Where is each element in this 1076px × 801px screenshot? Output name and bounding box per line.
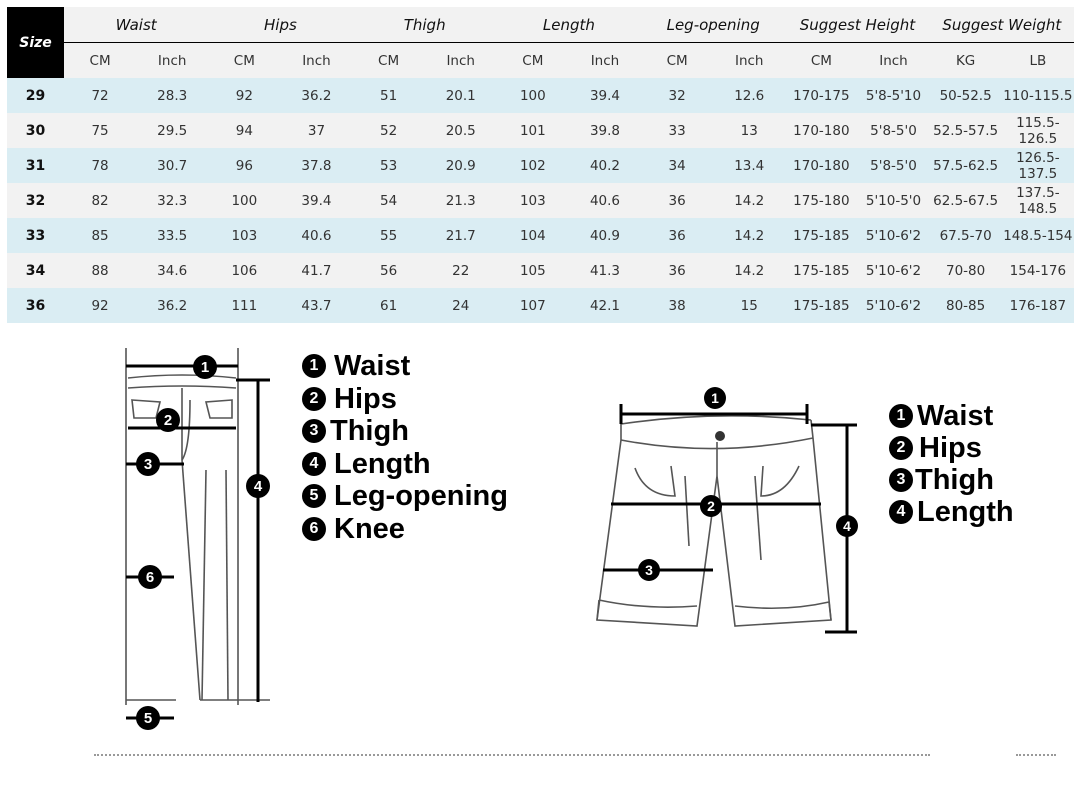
unit-header: Inch bbox=[713, 43, 785, 79]
shorts-diagram bbox=[585, 380, 875, 650]
legend-item-knee: 6 Knee bbox=[302, 513, 508, 546]
table-cell: 103 bbox=[208, 218, 280, 253]
number-6-icon: 6 bbox=[302, 517, 326, 541]
svg-text:2: 2 bbox=[163, 412, 173, 429]
table-body bbox=[7, 78, 1074, 323]
table-row bbox=[7, 113, 1074, 148]
table-cell: 20.9 bbox=[425, 148, 497, 183]
svg-text:3: 3 bbox=[143, 456, 153, 473]
table-row bbox=[7, 218, 1074, 253]
unit-header: CM bbox=[497, 43, 569, 79]
table-cell: 33.5 bbox=[136, 218, 208, 253]
size-cell: 31 bbox=[7, 148, 64, 183]
table-cell: 72 bbox=[64, 78, 136, 113]
table-cell: 14.2 bbox=[713, 253, 785, 288]
unit-header: CM bbox=[353, 43, 425, 79]
table-cell: 33 bbox=[641, 113, 713, 148]
legend-item-leg-opening: 5 Leg-opening bbox=[302, 480, 508, 513]
size-cell: 32 bbox=[7, 183, 64, 218]
table-cell: 36.2 bbox=[280, 78, 352, 113]
table-cell: 88 bbox=[64, 253, 136, 288]
table-row bbox=[7, 253, 1074, 288]
unit-header: Inch bbox=[280, 43, 352, 79]
table-cell: 62.5-67.5 bbox=[930, 183, 1002, 218]
table-cell: 5'10-5'0 bbox=[857, 183, 929, 218]
table-cell: 38 bbox=[641, 288, 713, 323]
table-cell: 110-115.5 bbox=[1002, 78, 1074, 113]
table-cell: 13.4 bbox=[713, 148, 785, 183]
table-cell: 36 bbox=[641, 183, 713, 218]
table-cell: 126.5-137.5 bbox=[1002, 148, 1074, 183]
size-header: Size bbox=[7, 7, 64, 78]
size-cell: 33 bbox=[7, 218, 64, 253]
svg-text:2: 2 bbox=[707, 498, 715, 514]
table-cell: 42.1 bbox=[569, 288, 641, 323]
table-cell: 20.5 bbox=[425, 113, 497, 148]
table-cell: 36 bbox=[641, 218, 713, 253]
table-cell: 96 bbox=[208, 148, 280, 183]
group-header-waist: Waist bbox=[64, 7, 208, 43]
table-cell: 170-175 bbox=[785, 78, 857, 113]
group-header-thigh: Thigh bbox=[353, 7, 497, 43]
svg-text:4: 4 bbox=[253, 478, 263, 495]
table-cell: 39.4 bbox=[569, 78, 641, 113]
shorts-legend bbox=[889, 400, 1014, 528]
table-cell: 100 bbox=[208, 183, 280, 218]
unit-header: CM bbox=[64, 43, 136, 79]
table-cell: 51 bbox=[353, 78, 425, 113]
table-cell: 20.1 bbox=[425, 78, 497, 113]
table-cell: 41.3 bbox=[569, 253, 641, 288]
size-cell: 29 bbox=[7, 78, 64, 113]
table-cell: 55 bbox=[353, 218, 425, 253]
table-cell: 101 bbox=[497, 113, 569, 148]
table-cell: 5'8-5'0 bbox=[857, 148, 929, 183]
svg-text:6: 6 bbox=[145, 569, 155, 586]
table-cell: 137.5-148.5 bbox=[1002, 183, 1074, 218]
table-cell: 5'10-6'2 bbox=[857, 253, 929, 288]
table-cell: 24 bbox=[425, 288, 497, 323]
table-cell: 12.6 bbox=[713, 78, 785, 113]
table-cell: 56 bbox=[353, 253, 425, 288]
table-cell: 40.2 bbox=[569, 148, 641, 183]
table-cell: 52 bbox=[353, 113, 425, 148]
number-5-icon: 5 bbox=[302, 484, 326, 508]
number-3-icon: 3 bbox=[302, 419, 326, 443]
table-cell: 176-187 bbox=[1002, 288, 1074, 323]
table-cell: 39.8 bbox=[569, 113, 641, 148]
group-header-leg-opening: Leg-opening bbox=[641, 7, 785, 43]
table-cell: 34.6 bbox=[136, 253, 208, 288]
legend-item-thigh: 3 Thigh bbox=[889, 464, 1014, 496]
legend-item-waist: 1 Waist bbox=[302, 350, 508, 383]
table-cell: 100 bbox=[497, 78, 569, 113]
number-2-icon: 2 bbox=[889, 436, 913, 460]
svg-text:5: 5 bbox=[143, 710, 153, 727]
table-cell: 82 bbox=[64, 183, 136, 218]
legend-item-waist: 1 Waist bbox=[889, 400, 1014, 432]
table-cell: 94 bbox=[208, 113, 280, 148]
table-cell: 175-185 bbox=[785, 288, 857, 323]
pants-legend bbox=[302, 350, 508, 545]
legend-item-thigh: 3 Thigh bbox=[302, 415, 508, 448]
table-cell: 54 bbox=[353, 183, 425, 218]
table-cell: 75 bbox=[64, 113, 136, 148]
dotted-divider bbox=[94, 754, 930, 756]
table-cell: 15 bbox=[713, 288, 785, 323]
svg-text:4: 4 bbox=[843, 518, 851, 534]
legend-item-hips: 2 Hips bbox=[889, 432, 1014, 464]
table-cell: 36.2 bbox=[136, 288, 208, 323]
table-cell: 21.3 bbox=[425, 183, 497, 218]
table-cell: 34 bbox=[641, 148, 713, 183]
table-cell: 115.5-126.5 bbox=[1002, 113, 1074, 148]
table-cell: 29.5 bbox=[136, 113, 208, 148]
table-cell: 175-180 bbox=[785, 183, 857, 218]
number-1-icon: 1 bbox=[889, 404, 913, 428]
svg-text:1: 1 bbox=[200, 359, 210, 376]
table-cell: 57.5-62.5 bbox=[930, 148, 1002, 183]
number-3-icon: 3 bbox=[889, 468, 913, 492]
table-cell: 53 bbox=[353, 148, 425, 183]
table-cell: 154-176 bbox=[1002, 253, 1074, 288]
table-cell: 5'8-5'0 bbox=[857, 113, 929, 148]
unit-header: CM bbox=[208, 43, 280, 79]
legend-item-length: 4 Length bbox=[889, 496, 1014, 528]
table-cell: 39.4 bbox=[280, 183, 352, 218]
number-4-icon: 4 bbox=[302, 452, 326, 476]
table-cell: 37 bbox=[280, 113, 352, 148]
number-4-icon: 4 bbox=[889, 500, 913, 524]
table-cell: 175-185 bbox=[785, 253, 857, 288]
table-cell: 67.5-70 bbox=[930, 218, 1002, 253]
table-cell: 92 bbox=[208, 78, 280, 113]
table-cell: 92 bbox=[64, 288, 136, 323]
table-cell: 14.2 bbox=[713, 183, 785, 218]
size-cell: 30 bbox=[7, 113, 64, 148]
table-cell: 50-52.5 bbox=[930, 78, 1002, 113]
size-cell: 34 bbox=[7, 253, 64, 288]
table-cell: 105 bbox=[497, 253, 569, 288]
table-cell: 40.6 bbox=[569, 183, 641, 218]
size-chart-table bbox=[7, 7, 1074, 323]
table-cell: 41.7 bbox=[280, 253, 352, 288]
size-cell: 36 bbox=[7, 288, 64, 323]
pants-diagram bbox=[110, 340, 290, 740]
table-cell: 37.8 bbox=[280, 148, 352, 183]
table-row bbox=[7, 148, 1074, 183]
table-cell: 61 bbox=[353, 288, 425, 323]
group-header-hips: Hips bbox=[208, 7, 352, 43]
table-cell: 102 bbox=[497, 148, 569, 183]
table-cell: 32.3 bbox=[136, 183, 208, 218]
table-cell: 104 bbox=[497, 218, 569, 253]
legend-item-hips: 2 Hips bbox=[302, 383, 508, 416]
unit-header: CM bbox=[785, 43, 857, 79]
unit-header: LB bbox=[1002, 43, 1074, 79]
table-cell: 70-80 bbox=[930, 253, 1002, 288]
table-cell: 22 bbox=[425, 253, 497, 288]
table-cell: 85 bbox=[64, 218, 136, 253]
table-cell: 175-185 bbox=[785, 218, 857, 253]
unit-header: Inch bbox=[136, 43, 208, 79]
table-cell: 111 bbox=[208, 288, 280, 323]
table-cell: 43.7 bbox=[280, 288, 352, 323]
table-cell: 52.5-57.5 bbox=[930, 113, 1002, 148]
table-cell: 5'8-5'10 bbox=[857, 78, 929, 113]
table-cell: 80-85 bbox=[930, 288, 1002, 323]
table-cell: 107 bbox=[497, 288, 569, 323]
svg-text:1: 1 bbox=[711, 390, 719, 406]
table-cell: 32 bbox=[641, 78, 713, 113]
table-cell: 5'10-6'2 bbox=[857, 288, 929, 323]
table-cell: 40.9 bbox=[569, 218, 641, 253]
table-cell: 170-180 bbox=[785, 113, 857, 148]
table-cell: 40.6 bbox=[280, 218, 352, 253]
unit-header: CM bbox=[641, 43, 713, 79]
table-cell: 103 bbox=[497, 183, 569, 218]
table-row bbox=[7, 288, 1074, 323]
unit-header: Inch bbox=[425, 43, 497, 79]
unit-header: KG bbox=[930, 43, 1002, 79]
table-cell: 30.7 bbox=[136, 148, 208, 183]
svg-text:3: 3 bbox=[645, 562, 653, 578]
number-1-icon: 1 bbox=[302, 354, 326, 378]
table-cell: 148.5-154 bbox=[1002, 218, 1074, 253]
table-cell: 78 bbox=[64, 148, 136, 183]
table-cell: 13 bbox=[713, 113, 785, 148]
group-header-length: Length bbox=[497, 7, 641, 43]
unit-header: Inch bbox=[857, 43, 929, 79]
group-header-suggest-weight: Suggest Weight bbox=[930, 7, 1074, 43]
legend-item-length: 4 Length bbox=[302, 448, 508, 481]
number-2-icon: 2 bbox=[302, 387, 326, 411]
table-cell: 21.7 bbox=[425, 218, 497, 253]
group-header-suggest-height: Suggest Height bbox=[785, 7, 929, 43]
table-row bbox=[7, 78, 1074, 113]
table-row bbox=[7, 183, 1074, 218]
table-cell: 106 bbox=[208, 253, 280, 288]
table-cell: 28.3 bbox=[136, 78, 208, 113]
table-cell: 5'10-6'2 bbox=[857, 218, 929, 253]
unit-header: Inch bbox=[569, 43, 641, 79]
table-cell: 14.2 bbox=[713, 218, 785, 253]
dotted-divider-short bbox=[1016, 754, 1056, 756]
table-cell: 170-180 bbox=[785, 148, 857, 183]
table-cell: 36 bbox=[641, 253, 713, 288]
